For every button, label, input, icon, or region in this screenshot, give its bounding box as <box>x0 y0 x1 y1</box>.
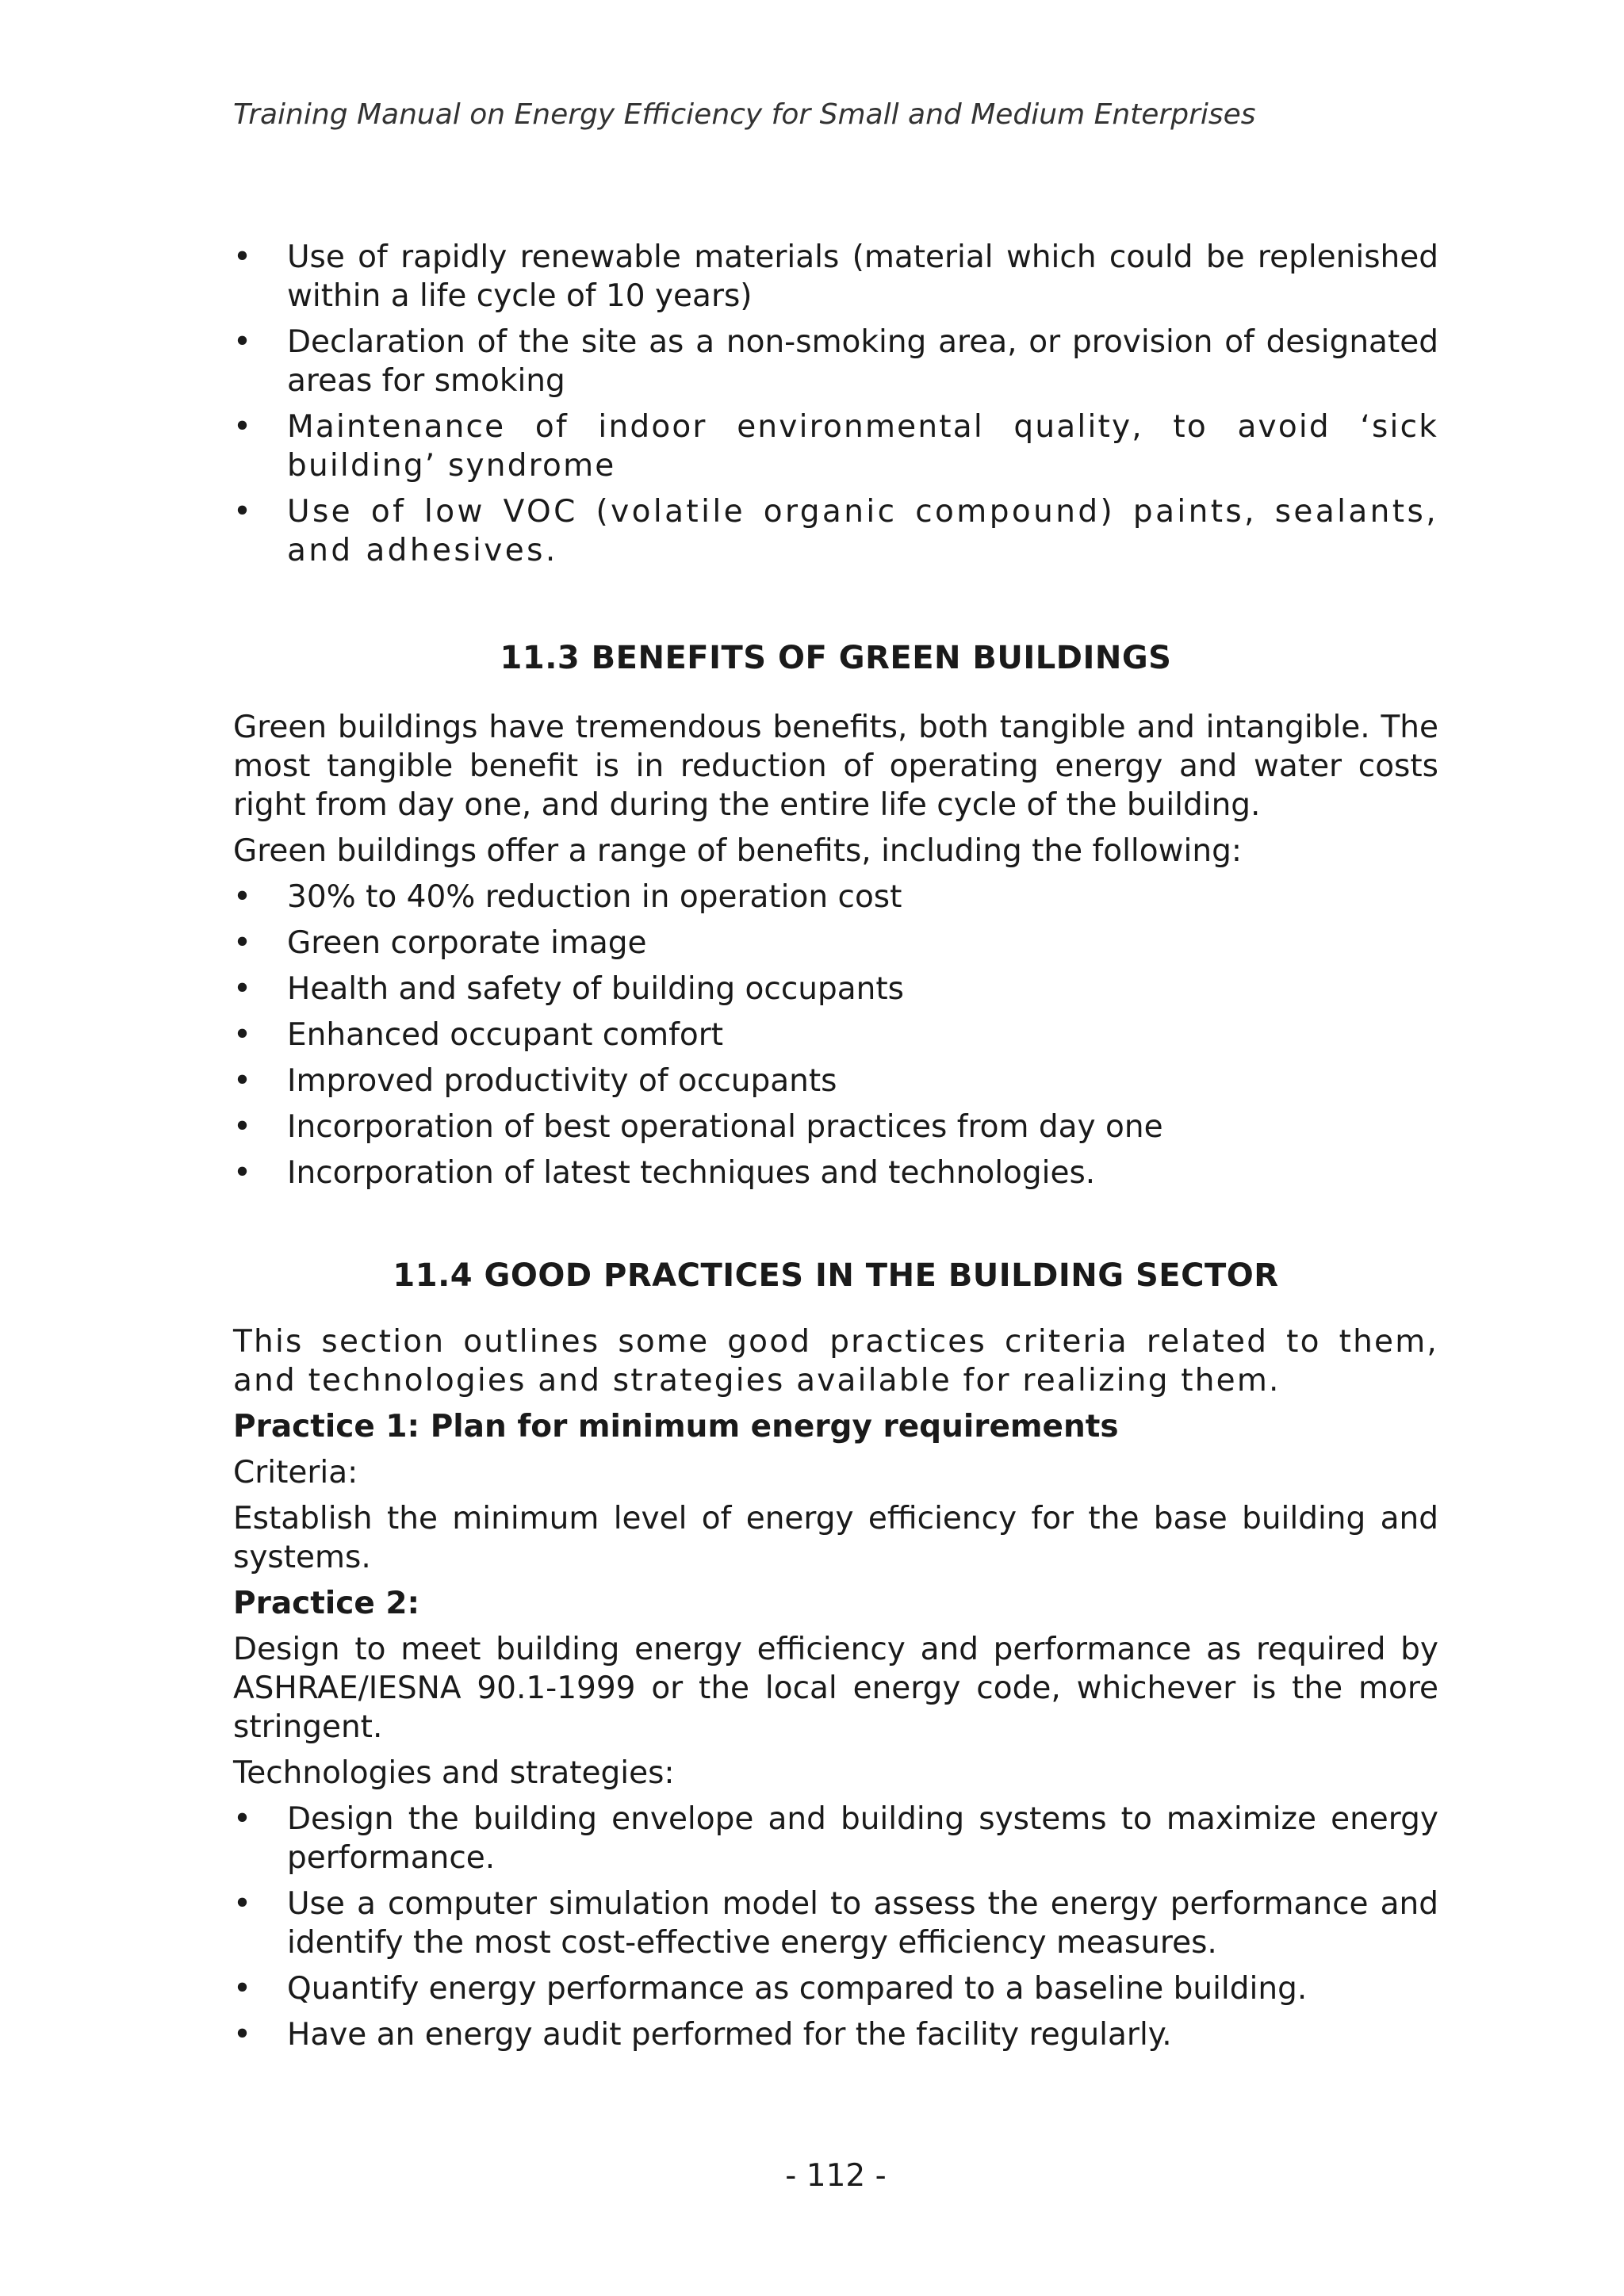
list-item: • Have an energy audit performed for the facility regularly. <box>233 2017 1172 2053</box>
document-page <box>233 0 1438 2296</box>
bullet-icon: • <box>233 1155 252 1191</box>
practice-1-title: Practice 1: Plan for minimum energy requirements <box>233 1409 1119 1445</box>
bullet-icon: • <box>233 2017 252 2053</box>
list-item: • Use a computer simulation model to assess the energy performance and identify the most cost-effective energy efficiency measures. <box>233 1886 1438 1961</box>
bullet-icon: • <box>233 1971 252 2007</box>
technologies-list <box>233 1800 1438 2054</box>
page-number: - 112 - <box>785 2158 887 2194</box>
bullet-icon: • <box>233 494 255 530</box>
benefits-paragraph: Green buildings have tremendous benefits, both tangible and intangible. The most tangible benefit is in reduction of operating energy and water costs right from day one, and during the entire life cycle of the building. <box>233 710 1438 823</box>
section-heading-11-4: 11.4 GOOD PRACTICES IN THE BUILDING SECTOR <box>393 1257 1279 1294</box>
top-bullet-list <box>233 238 1438 570</box>
list-item: • Incorporation of best operational practices from day one <box>233 1109 1163 1145</box>
bullet-icon: • <box>233 1063 252 1099</box>
bullet-icon: • <box>233 925 252 961</box>
list-item: • Enhanced occupant comfort <box>233 1017 724 1053</box>
benefits-intro: Green buildings offer a range of benefits, including the following: <box>233 833 1242 869</box>
bullet-icon: • <box>233 1017 252 1053</box>
list-item: • Quantify energy performance as compared to a baseline building. <box>233 1971 1308 2007</box>
bullet-icon: • <box>233 879 252 915</box>
list-item: • Green corporate image <box>233 925 647 961</box>
running-header: Training Manual on Energy Efficiency for Small and Medium Enterprises <box>233 98 1256 131</box>
list-item: • Use of low VOC (volatile organic compound) paints, sealants, and adhesives. <box>233 494 1438 568</box>
list-item: • Use of rapidly renewable materials (material which could be replenished within a life cycle of 10 years) <box>233 239 1438 314</box>
bullet-icon: • <box>233 1801 252 1837</box>
criteria-text: Establish the minimum level of energy efficiency for the base building and systems. <box>233 1501 1438 1575</box>
good-practices-intro: This section outlines some good practices criteria related to them, and technologies and strategies available for realizing them. <box>233 1324 1438 1399</box>
list-item: • Incorporation of latest techniques and technologies. <box>233 1155 1096 1191</box>
list-item: • Improved productivity of occupants <box>233 1063 837 1099</box>
list-item: • Declaration of the site as a non-smoking area, or provision of designated areas for smoking <box>233 324 1438 399</box>
page-content <box>233 238 1438 2061</box>
bullet-icon: • <box>233 971 252 1007</box>
list-item: • Maintenance of indoor environmental quality, to avoid ‘sick building’ syndrome <box>233 409 1438 484</box>
practice-2-text: Design to meet building energy efficiency and performance as required by ASHRAE/IESNA 90.1-1999 or the local energy code, whichever is the more stringent. <box>233 1632 1438 1745</box>
list-item: • 30% to 40% reduction in operation cost <box>233 879 902 915</box>
list-item: • Health and safety of building occupants <box>233 971 904 1007</box>
section-heading-11-3: 11.3 BENEFITS OF GREEN BUILDINGS <box>500 640 1172 676</box>
benefits-list <box>233 878 1438 1192</box>
technologies-label: Technologies and strategies: <box>233 1755 675 1791</box>
criteria-label: Criteria: <box>233 1455 358 1490</box>
practice-2-title: Practice 2: <box>233 1586 420 1621</box>
list-item: • Design the building envelope and building systems to maximize energy performance. <box>233 1801 1438 1876</box>
bullet-icon: • <box>233 239 252 275</box>
bullet-icon: • <box>233 409 254 445</box>
bullet-icon: • <box>233 1886 252 1922</box>
bullet-icon: • <box>233 1109 252 1145</box>
bullet-icon: • <box>233 324 252 360</box>
